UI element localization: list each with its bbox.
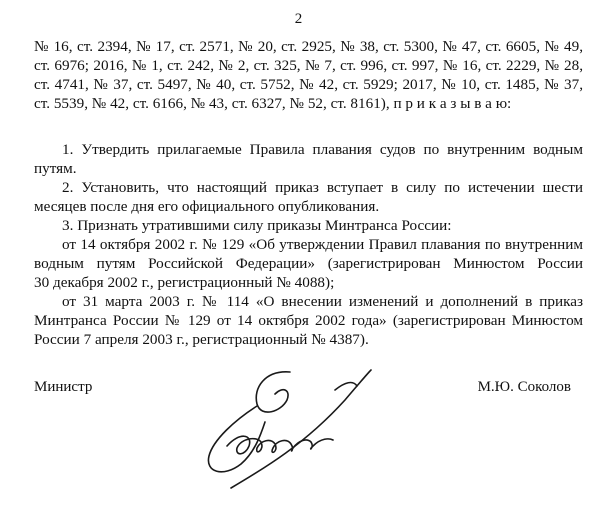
intro-line: ст. 6976; 2016, № 1, ст. 242, № 2, ст. 325, № 7, ст. 996, ст. 997, № 16, ст. 2229, № 28,: [34, 57, 583, 74]
item-3-subitem-line: водным путям Российской Федерации» (зарегистрирован Минюстом России: [34, 255, 583, 272]
item-3-subitem-line: 30 декабря 2002 г., регистрационный № 4088);: [34, 274, 335, 291]
signatory-name: М.Ю. Соколов: [477, 379, 571, 395]
signatory-title: Министр: [34, 379, 93, 395]
item-3-subitem-line: Минтранса России № 129 от 14 октября 2002 года» (зарегистрирован Минюстом: [34, 312, 583, 329]
handwritten-signature: [195, 360, 375, 510]
item-2-line: месяцев после дня его официального опубликования.: [34, 198, 380, 215]
item-3-subitem-line: от 14 октября 2002 г. № 129 «Об утверждении Правил плавания по внутренним: [62, 236, 583, 253]
intro-line: ст. 5539, № 42, ст. 6166, № 43, ст. 6327, № 52, ст. 8161), п р и к а з ы в а ю:: [34, 95, 512, 112]
item-1-line: путям.: [34, 160, 77, 177]
intro-line: ст. 4741, № 37, ст. 5497, № 40, ст. 5752, № 42, ст. 5929; 2017, № 10, ст. 1485, № 37,: [34, 76, 583, 93]
item-3-subitem-line: России 7 апреля 2003 г., регистрационный № 4387).: [34, 331, 369, 348]
item-3-subitem-line: от 31 марта 2003 г. № 114 «О внесении изменений и дополнений в приказ: [62, 293, 583, 310]
item-2-line: 2. Установить, что настоящий приказ вступает в силу по истечении шести: [62, 179, 583, 196]
intro-line: № 16, ст. 2394, № 17, ст. 2571, № 20, ст. 2925, № 38, ст. 5300, № 47, ст. 6605, № 49,: [34, 38, 583, 55]
item-1-line: 1. Утвердить прилагаемые Правила плавания судов по внутренним водным: [62, 141, 583, 158]
page-number: 2: [294, 11, 303, 27]
item-3-line: 3. Признать утратившими силу приказы Минтранса России:: [62, 217, 452, 234]
